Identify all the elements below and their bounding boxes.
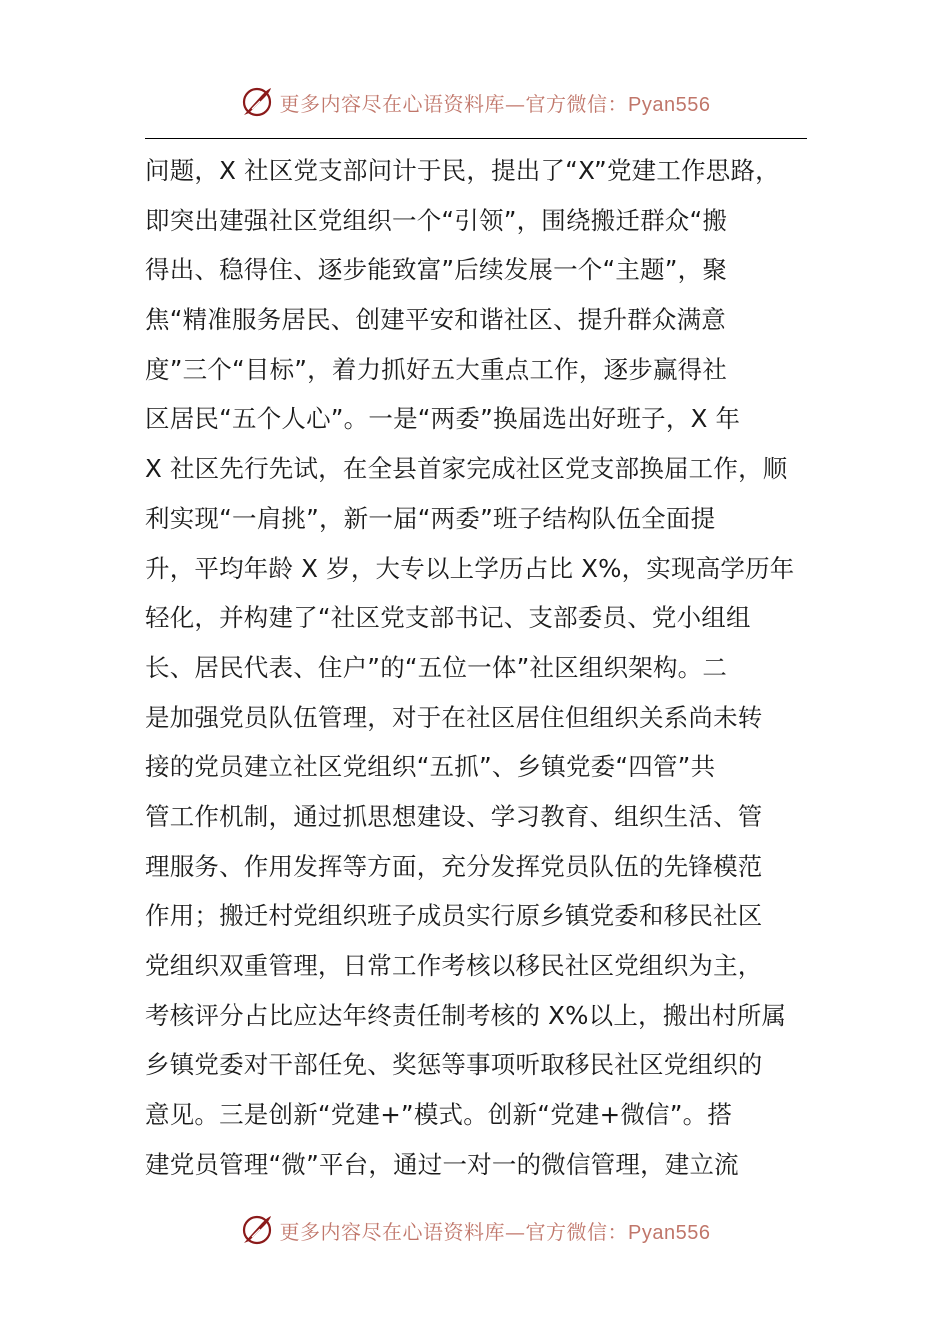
body-line: 即突出建强社区党组织一个“引领”，围绕搬迁群众“搬	[145, 205, 728, 235]
document-body	[145, 146, 809, 1189]
body-line: 区居民“五个人心”。一是“两委”换届选出好班子，X 年	[145, 404, 741, 434]
body-line: 利实现“一肩挑”，新一届“两委”班子结构队伍全面提	[145, 503, 716, 533]
header-wechat-id: Pyan556	[628, 93, 711, 116]
body-line: 理服务、作用发挥等方面，充分发挥党员队伍的先锋模范	[145, 851, 763, 881]
header-banner	[0, 82, 950, 122]
body-line: 乡镇党委对干部任免、奖惩等事项听取移民社区党组织的	[145, 1050, 763, 1080]
body-line: 度”三个“目标”，着力抓好五大重点工作，逐步赢得社	[145, 354, 728, 384]
body-line: 是加强党员队伍管理，对于在社区居住但组织关系尚未转	[145, 702, 763, 732]
body-line: 轻化，并构建了“社区党支部书记、支部委员、党小组组	[145, 603, 751, 633]
footer-banner	[0, 1210, 950, 1250]
body-line: 管工作机制，通过抓思想建设、学习教育、组织生活、管	[145, 801, 763, 831]
body-line: 建党员管理“微”平台，通过一对一的微信管理，建立流	[145, 1149, 739, 1179]
body-line: 党组织双重管理，日常工作考核以移民社区党组织为主，	[145, 951, 763, 980]
quill-pen-logo-icon	[240, 1213, 274, 1247]
body-line: 作用；搬迁村党组织班子成员实行原乡镇党委和移民社区	[145, 901, 763, 931]
body-line: 得出、稳得住、逐步能致富”后续发展一个“主题”，聚	[145, 255, 728, 285]
footer-banner-label: 更多内容尽在心语资料库—官方微信：Pyan556	[279, 1219, 711, 1244]
body-line: 意见。三是创新“党建+”模式。创新“党建+微信”。搭	[145, 1100, 733, 1130]
body-line: 焦“精准服务居民、创建平安和谐社区、提升群众满意	[145, 305, 726, 335]
header-banner-label: 更多内容尽在心语资料库—官方微信：Pyan556	[279, 91, 711, 116]
body-line: 升，平均年龄 X 岁，大专以上学历占比 X%，实现高学历年	[145, 553, 795, 583]
header-divider	[145, 138, 807, 139]
body-line: X 社区先行先试，在全县首家完成社区党支部换届工作，顺	[145, 454, 788, 484]
body-line: 接的党员建立社区党组织“五抓”、乡镇党委“四管”共	[145, 752, 716, 782]
quill-pen-logo-icon	[240, 85, 274, 119]
body-line: 问题，X 社区党支部问计于民，提出了“X”党建工作思路，	[145, 156, 780, 185]
body-line: 长、居民代表、住户”的“五位一体”社区组织架构。二	[145, 652, 728, 682]
footer-wechat-id: Pyan556	[628, 1221, 711, 1244]
body-line: 考核评分占比应达年终责任制考核的 X%以上，搬出村所属	[145, 1000, 787, 1030]
